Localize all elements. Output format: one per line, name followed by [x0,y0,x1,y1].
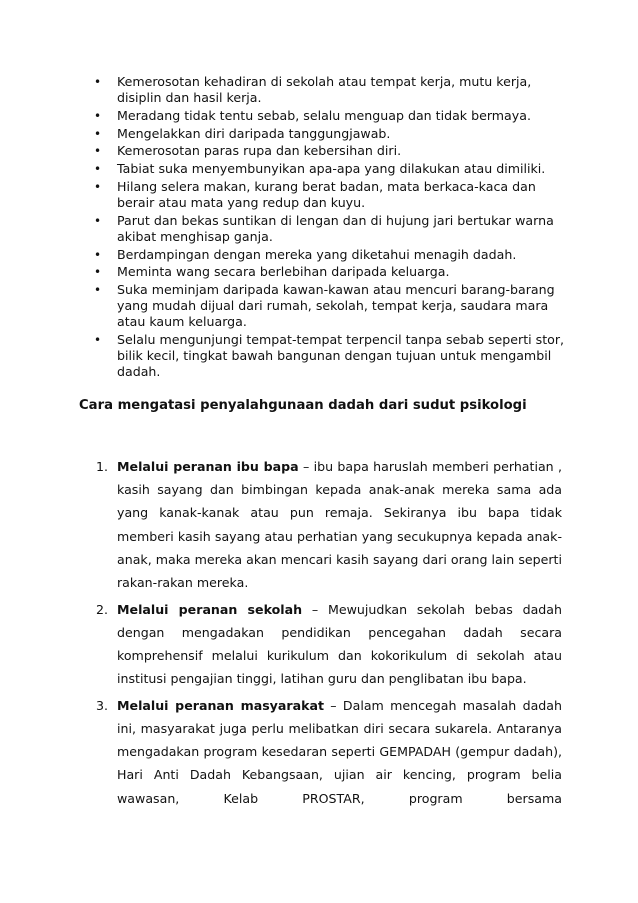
item-number: 1. [96,459,109,474]
method-description: – Mewujudkan sekolah bebas dadah dengan mengadakan pendidikan pencegahan dadah secara komprehensif melalui kurikulum dan kokorikulum di sekolah atau institusi pengajian tinggi, latihan guru dan penglibatan ibu bapa. [117,601,562,687]
section-heading: Cara mengatasi penyalahgunaan dadah dari sudut psikologi [79,398,527,413]
item-number: 3. [96,697,109,713]
list-item: • Parut dan bekas suntikan di lengan dan di hujung jari bertukar warna akibat menghisap ganja. [92,213,566,245]
method-item-school [96,598,562,691]
method-description: – Dalam mencegah masalah dadah ini, masyarakat juga perlu melibatkan diri secara sukarela. Antaranya mengadakan program kesedaran seperti GEMPADAH (gempur dadah), Hari Anti Dadah Kebangsaan, ujian air kencing, program belia wawasan, Kelab PROSTAR, program bersama [117,697,562,806]
list-item: • Mengelakkan diri daripada tanggungjawab. [92,126,566,142]
method-item-parents [96,455,562,594]
item-number: 2. [96,601,109,617]
list-item: • Kemerosotan paras rupa dan kebersihan diri. [92,143,566,159]
list-item: • Selalu mengunjungi tempat-tempat terpencil tanpa sebab seperti stor, bilik kecil, tingkat bawah bangunan dengan tujuan untuk mengambil dadah. [92,332,566,381]
method-term: Melalui peranan sekolah [117,601,303,617]
list-item: • Kemerosotan kehadiran di sekolah atau tempat kerja, mutu kerja, disiplin dan hasil kerja. [92,74,566,106]
list-item: • Suka meminjam daripada kawan-kawan atau mencuri barang-barang yang mudah dijual dari rumah, sekolah, tempat kerja, saudara mara atau kaum keluarga. [92,282,566,331]
method-term: Melalui peranan masyarakat [117,697,324,713]
list-item: • Meradang tidak tentu sebab, selalu menguap dan tidak bermaya. [92,108,566,124]
symptom-bullet-list [92,74,566,382]
list-item: • Berdampingan dengan mereka yang diketahui menagih dadah. [92,247,566,263]
method-description: – ibu bapa haruslah memberi perhatian , kasih sayang dan bimbingan kepada anak-anak mereka sama ada yang kanak-kanak atau pun remaja. Sekiranya ibu bapa tidak memberi kasih sayang atau perhatian yang secukupnya kepada anak-anak, maka mereka akan mencari kasih sayang dari orang lain seperti rakan-rakan mereka. [117,459,562,591]
list-item: • Hilang selera makan, kurang berat badan, mata berkaca-kaca dan berair atau mata yang redup dan kuyu. [92,179,566,211]
list-item: • Meminta wang secara berlebihan daripada keluarga. [92,264,566,280]
method-term: Melalui peranan ibu bapa [117,459,299,474]
methods-numbered-list [96,455,562,813]
list-item: • Tabiat suka menyembunyikan apa-apa yang dilakukan atau dimiliki. [92,161,566,177]
method-item-community [96,694,562,810]
